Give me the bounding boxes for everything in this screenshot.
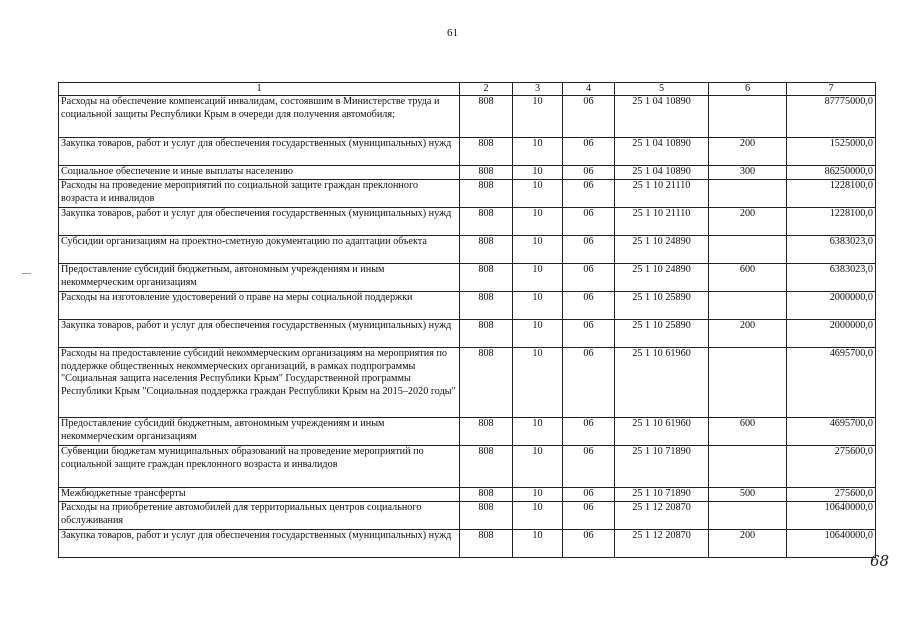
header-cell-subsection: 4 bbox=[563, 83, 615, 96]
row-amount: 1228100,0 bbox=[787, 180, 876, 208]
row-section: 10 bbox=[513, 502, 563, 530]
table-row bbox=[59, 418, 876, 446]
row-subsection: 06 bbox=[563, 180, 615, 208]
table-row bbox=[59, 502, 876, 530]
table-row bbox=[59, 166, 876, 180]
row-subsection: 06 bbox=[563, 236, 615, 264]
row-expense-type bbox=[709, 292, 787, 320]
row-subsection: 06 bbox=[563, 348, 615, 418]
row-target-article: 25 1 10 25890 bbox=[615, 292, 709, 320]
row-admin-code: 808 bbox=[460, 236, 513, 264]
row-subsection: 06 bbox=[563, 138, 615, 166]
row-section: 10 bbox=[513, 264, 563, 292]
row-amount: 6383023,0 bbox=[787, 236, 876, 264]
row-subsection: 06 bbox=[563, 320, 615, 348]
header-cell-section: 3 bbox=[513, 83, 563, 96]
table-row bbox=[59, 320, 876, 348]
row-target-article: 25 1 12 20870 bbox=[615, 502, 709, 530]
row-description: Расходы на обеспечение компенсаций инвалидам, состоявшим в Министерстве труда и социальной защиты Республики Крым в очереди для получения автомобиля; bbox=[59, 96, 460, 138]
budget-table bbox=[58, 82, 876, 558]
page-number: 61 bbox=[447, 27, 458, 39]
row-expense-type bbox=[709, 446, 787, 488]
row-admin-code: 808 bbox=[460, 446, 513, 488]
header-cell-admin-code: 2 bbox=[460, 83, 513, 96]
row-description: Субсидии организациям на проектно-сметную документацию по адаптации объекта bbox=[59, 236, 460, 264]
row-subsection: 06 bbox=[563, 446, 615, 488]
row-amount: 6383023,0 bbox=[787, 264, 876, 292]
row-admin-code: 808 bbox=[460, 180, 513, 208]
row-admin-code: 808 bbox=[460, 418, 513, 446]
table-row bbox=[59, 180, 876, 208]
row-section: 10 bbox=[513, 418, 563, 446]
row-target-article: 25 1 04 10890 bbox=[615, 96, 709, 138]
row-amount: 2000000,0 bbox=[787, 292, 876, 320]
row-subsection: 06 bbox=[563, 488, 615, 502]
row-admin-code: 808 bbox=[460, 264, 513, 292]
row-amount: 1525000,0 bbox=[787, 138, 876, 166]
row-section: 10 bbox=[513, 138, 563, 166]
row-target-article: 25 1 04 10890 bbox=[615, 138, 709, 166]
row-section: 10 bbox=[513, 208, 563, 236]
header-cell-amount: 7 bbox=[787, 83, 876, 96]
row-amount: 10640000,0 bbox=[787, 502, 876, 530]
row-subsection: 06 bbox=[563, 502, 615, 530]
row-admin-code: 808 bbox=[460, 502, 513, 530]
row-expense-type bbox=[709, 502, 787, 530]
row-target-article: 25 1 10 25890 bbox=[615, 320, 709, 348]
row-admin-code: 808 bbox=[460, 96, 513, 138]
row-admin-code: 808 bbox=[460, 208, 513, 236]
row-target-article: 25 1 10 71890 bbox=[615, 488, 709, 502]
row-target-article: 25 1 10 24890 bbox=[615, 236, 709, 264]
row-amount: 275600,0 bbox=[787, 488, 876, 502]
table-row bbox=[59, 208, 876, 236]
row-expense-type bbox=[709, 180, 787, 208]
row-target-article: 25 1 10 71890 bbox=[615, 446, 709, 488]
header-cell-description: 1 bbox=[59, 83, 460, 96]
row-description: Закупка товаров, работ и услуг для обеспечения государственных (муниципальных) нужд bbox=[59, 208, 460, 236]
row-expense-type bbox=[709, 96, 787, 138]
row-target-article: 25 1 10 61960 bbox=[615, 418, 709, 446]
table-header-row bbox=[59, 83, 876, 96]
row-section: 10 bbox=[513, 320, 563, 348]
row-amount: 87775000,0 bbox=[787, 96, 876, 138]
row-admin-code: 808 bbox=[460, 530, 513, 558]
row-description: Расходы на изготовление удостоверений о праве на меры социальной поддержки bbox=[59, 292, 460, 320]
row-amount: 275600,0 bbox=[787, 446, 876, 488]
row-subsection: 06 bbox=[563, 96, 615, 138]
row-description: Межбюджетные трансферты bbox=[59, 488, 460, 502]
row-description: Закупка товаров, работ и услуг для обеспечения государственных (муниципальных) нужд bbox=[59, 530, 460, 558]
row-admin-code: 808 bbox=[460, 348, 513, 418]
row-target-article: 25 1 10 21110 bbox=[615, 208, 709, 236]
row-admin-code: 808 bbox=[460, 292, 513, 320]
row-subsection: 06 bbox=[563, 166, 615, 180]
table-row bbox=[59, 96, 876, 138]
row-target-article: 25 1 10 61960 bbox=[615, 348, 709, 418]
row-expense-type bbox=[709, 236, 787, 264]
row-section: 10 bbox=[513, 348, 563, 418]
row-subsection: 06 bbox=[563, 208, 615, 236]
row-description: Предоставление субсидий бюджетным, автономным учреждениям и иным некоммерческим организациям bbox=[59, 264, 460, 292]
row-admin-code: 808 bbox=[460, 488, 513, 502]
row-expense-type bbox=[709, 348, 787, 418]
row-description: Субвенции бюджетам муниципальных образований на проведение мероприятий по социальной защите граждан преклонного возраста и инвалидов bbox=[59, 446, 460, 488]
row-description: Расходы на приобретение автомобилей для территориальных центров социального обслуживания bbox=[59, 502, 460, 530]
table-row bbox=[59, 236, 876, 264]
table-row bbox=[59, 292, 876, 320]
row-subsection: 06 bbox=[563, 530, 615, 558]
row-amount: 4695700,0 bbox=[787, 348, 876, 418]
row-section: 10 bbox=[513, 488, 563, 502]
row-expense-type: 200 bbox=[709, 320, 787, 348]
row-section: 10 bbox=[513, 236, 563, 264]
row-description: Закупка товаров, работ и услуг для обеспечения государственных (муниципальных) нужд bbox=[59, 320, 460, 348]
table-row bbox=[59, 138, 876, 166]
row-amount: 4695700,0 bbox=[787, 418, 876, 446]
row-amount: 1228100,0 bbox=[787, 208, 876, 236]
row-target-article: 25 1 10 21110 bbox=[615, 180, 709, 208]
row-section: 10 bbox=[513, 530, 563, 558]
margin-mark: — bbox=[22, 268, 31, 278]
row-description: Расходы на предоставление субсидий некоммерческим организациям на мероприятия по поддержке общественных некоммерческих организаций, в рамках подпрограммы "Социальная защита населения Республики Крым" Государственной программы Республики Крым "Социальная поддержка граждан Республики Крым на 2015–2020 годы" bbox=[59, 348, 460, 418]
row-admin-code: 808 bbox=[460, 320, 513, 348]
row-section: 10 bbox=[513, 166, 563, 180]
row-section: 10 bbox=[513, 292, 563, 320]
row-subsection: 06 bbox=[563, 418, 615, 446]
row-expense-type: 600 bbox=[709, 264, 787, 292]
row-amount: 2000000,0 bbox=[787, 320, 876, 348]
row-subsection: 06 bbox=[563, 264, 615, 292]
row-section: 10 bbox=[513, 180, 563, 208]
row-description: Расходы на проведение мероприятий по социальной защите граждан преклонного возраста и инвалидов bbox=[59, 180, 460, 208]
row-target-article: 25 1 10 24890 bbox=[615, 264, 709, 292]
table-row bbox=[59, 446, 876, 488]
header-cell-expense-type: 6 bbox=[709, 83, 787, 96]
table-row bbox=[59, 348, 876, 418]
table-row bbox=[59, 530, 876, 558]
table-row bbox=[59, 264, 876, 292]
row-admin-code: 808 bbox=[460, 138, 513, 166]
row-description: Закупка товаров, работ и услуг для обеспечения государственных (муниципальных) нужд bbox=[59, 138, 460, 166]
row-expense-type: 500 bbox=[709, 488, 787, 502]
row-amount: 10640000,0 bbox=[787, 530, 876, 558]
row-expense-type: 200 bbox=[709, 138, 787, 166]
row-subsection: 06 bbox=[563, 292, 615, 320]
handwritten-page-count: 68 bbox=[870, 552, 890, 570]
row-description: Социальное обеспечение и иные выплаты населению bbox=[59, 166, 460, 180]
row-expense-type: 200 bbox=[709, 530, 787, 558]
row-admin-code: 808 bbox=[460, 166, 513, 180]
row-section: 10 bbox=[513, 446, 563, 488]
row-expense-type: 200 bbox=[709, 208, 787, 236]
row-target-article: 25 1 12 20870 bbox=[615, 530, 709, 558]
row-section: 10 bbox=[513, 96, 563, 138]
row-amount: 86250000,0 bbox=[787, 166, 876, 180]
row-expense-type: 300 bbox=[709, 166, 787, 180]
row-description: Предоставление субсидий бюджетным, автономным учреждениям и иным некоммерческим организациям bbox=[59, 418, 460, 446]
table-row bbox=[59, 488, 876, 502]
header-cell-target-article: 5 bbox=[615, 83, 709, 96]
row-expense-type: 600 bbox=[709, 418, 787, 446]
row-target-article: 25 1 04 10890 bbox=[615, 166, 709, 180]
